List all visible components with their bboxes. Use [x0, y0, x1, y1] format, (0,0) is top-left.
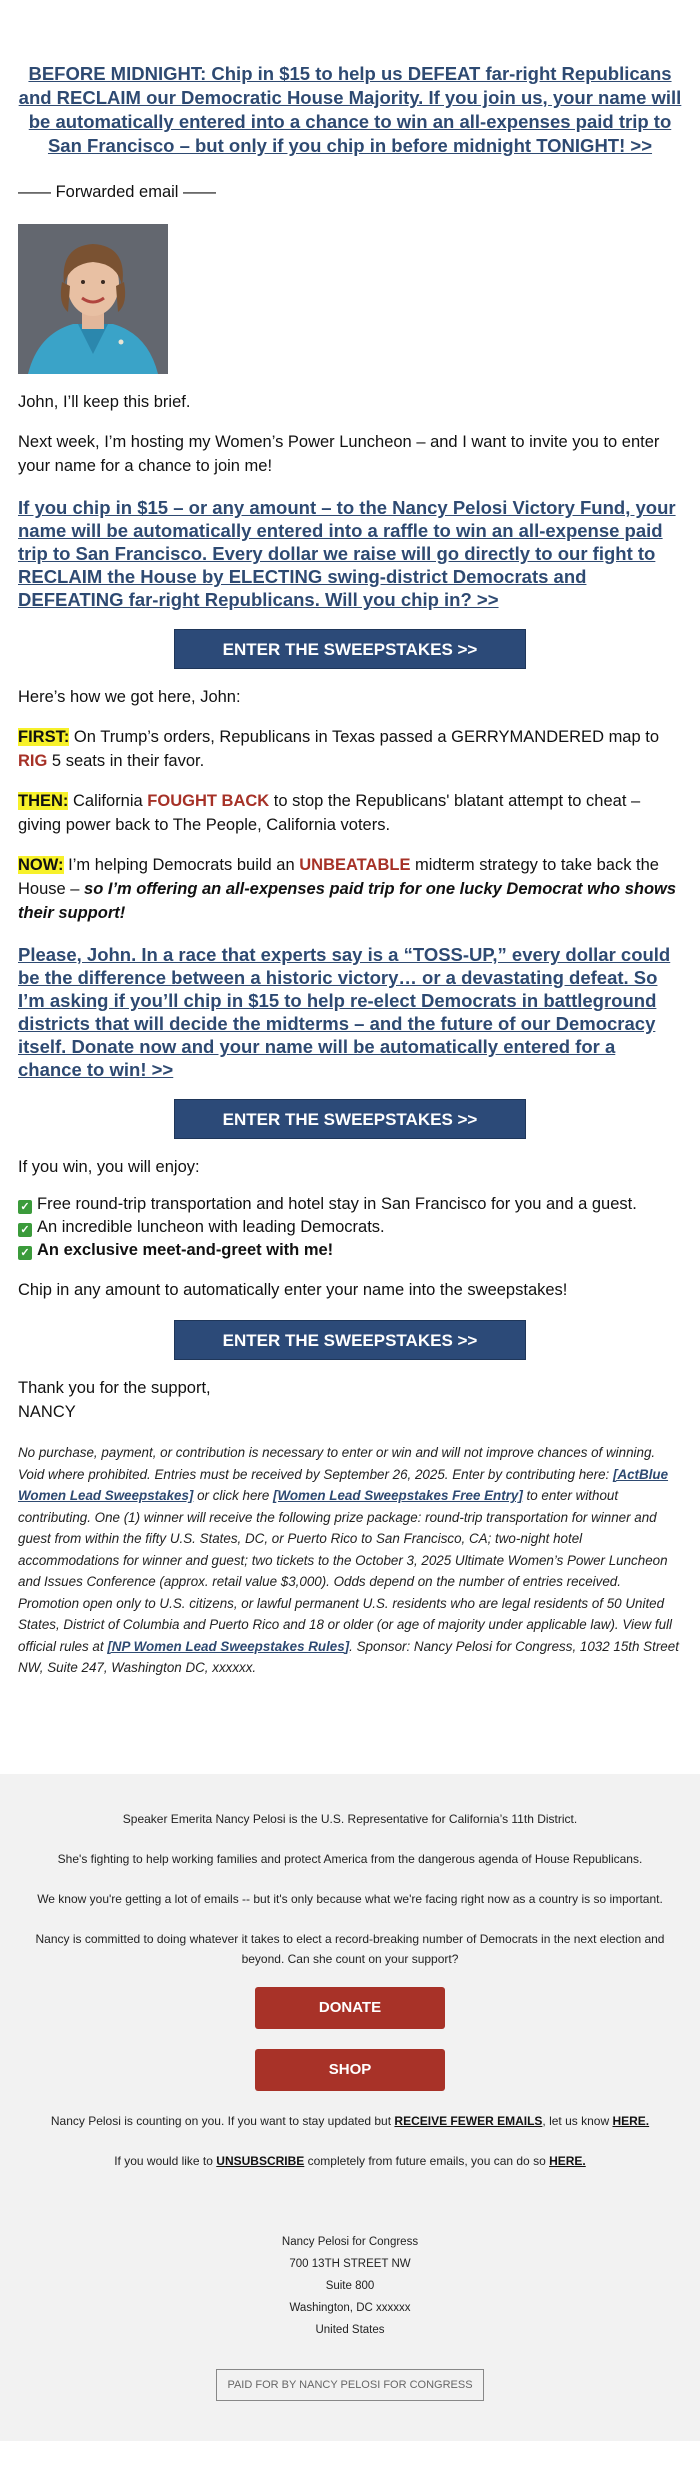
then-text-end: to stop the Republicans' blatant attempt to cheat – giving power back to The People, California voters. [18, 792, 641, 834]
chip-any-text: Chip in any amount to automatically enter your name into the sweepstakes! [18, 1281, 568, 1299]
first-text: On Trump’s orders, Republicans in Texas passed a GERRYMANDERED map to [69, 728, 660, 746]
mailing-address [20, 2231, 680, 2341]
disclaimer-text: to enter without contributing. One (1) winner will receive the following prize package: round-trip transportation for winner and guest from within the fifty U.S. States, DC, or Puerto Rico to San Francisco, CA; two-night hotel accommodations for winner and guest; two tickets to the October 3, 2025 Ultimate Women’s Power Luncheon and Issues Conference (approx. retail value $3,000). Odds depend on the number of entries received. Promotion open only to U.S. citizens, or lawful permanent U.S. residents who are legal residents of 50 United States, District of Columbia and Puerto Rico and 18 or older (or age of majority under applicable law). View full official rules at [18, 1488, 672, 1654]
shop-button[interactable]: SHOP [255, 2049, 445, 2091]
then-text: California [68, 792, 148, 810]
paid-for-box: PAID FOR BY NANCY PELOSI FOR CONGRESS [216, 2369, 483, 2401]
portrait-image [18, 224, 168, 374]
cta-container-2 [18, 1099, 682, 1139]
enter-sweepstakes-button-3[interactable]: ENTER THE SWEEPSTAKES >> [174, 1320, 526, 1360]
win-intro-text: If you win, you will enjoy: [18, 1158, 200, 1176]
then-tag: THEN: [18, 792, 69, 810]
pitch-link[interactable]: If you chip in $15 – or any amount – to the Nancy Pelosi Victory Fund, your name will be automatically entered into a raffle to win an all-expense paid trip to San Francisco. Every dollar we raise will go directly to our fight to RECLAIM the House by ELECTING swing-district Democrats and DEFEATING far-right Republicans. Will you chip in? >> [18, 497, 676, 610]
unsubscribe-here-link[interactable]: HERE. [549, 2153, 586, 2168]
unsubscribe-link[interactable]: UNSUBSCRIBE [216, 2153, 305, 2168]
address-line: Nancy Pelosi for Congress [281, 2235, 419, 2248]
sign-off [18, 1376, 682, 1424]
fewer-text: Nancy Pelosi is counting on you. If you want to stay updated but [50, 2113, 395, 2128]
address-line: United States [315, 2323, 385, 2336]
checkmark-icon: ✓ [18, 1223, 32, 1237]
actblue-sweepstakes-link[interactable]: [ActBlue Women Lead Sweepstakes] [18, 1466, 669, 1503]
checkmark-icon: ✓ [18, 1200, 32, 1214]
enter-sweepstakes-button-1[interactable]: ENTER THE SWEEPSTAKES >> [174, 629, 526, 669]
now-text: I’m helping Democrats build an [63, 856, 300, 874]
benefit-item [18, 1193, 682, 1216]
rules-link[interactable]: [NP Women Lead Sweepstakes Rules] [107, 1638, 350, 1654]
footer-line-2: She's fighting to help working families and protect America from the dangerous agenda of House Republicans. [57, 1851, 643, 1866]
now-text-mid: midterm strategy to take back the House – [18, 856, 659, 898]
footer-line-3: We know you're getting a lot of emails -- but it's only because what we're facing right now as a country is so important. [37, 1891, 663, 1906]
please-link[interactable]: Please, John. In a race that experts say is a “TOSS-UP,” every dollar could be the difference between a historic victory… or a devastating defeat. So I’m asking if you’ll chip in $15 to help re-elect Democrats in battleground districts that will decide the midterms – and the future of our Democracy itself. Donate now and your name will be automatically entered for a chance to win! >> [18, 944, 671, 1080]
fewer-text-mid: , let us know [542, 2113, 613, 2128]
forwarded-divider: —— Forwarded email —— [18, 183, 217, 201]
donate-button[interactable]: DONATE [255, 1987, 445, 2029]
fewer-here-link[interactable]: HERE. [612, 2113, 650, 2128]
cta-container-3 [18, 1320, 682, 1360]
benefit-item [18, 1216, 682, 1239]
greeting-text: John, I’ll keep this brief. [18, 393, 191, 411]
disclaimer-text: No purchase, payment, or contribution is necessary to enter or win and will not improve chances of winning. Void where prohibited. Entries must be received by September 26, 2025. Enter by contributing here: [18, 1445, 656, 1482]
cta-container-1 [18, 629, 682, 669]
email-footer [0, 1774, 700, 2441]
benefit-text: Free round-trip transportation and hotel stay in San Francisco for you and a guest. [37, 1195, 637, 1213]
first-tag: FIRST: [18, 728, 70, 746]
then-paragraph [18, 789, 682, 837]
now-paragraph [18, 853, 682, 925]
benefits-list [18, 1193, 682, 1262]
now-tag: NOW: [18, 856, 64, 874]
thanks-text: Thank you for the support, [18, 1379, 211, 1397]
now-bold-italic: so I’m offering an all-expenses paid trip for one lucky Democrat who shows their support! [18, 880, 677, 922]
unsub-text-mid: completely from future emails, you can do so [304, 2153, 550, 2168]
now-red: UNBEATABLE [299, 856, 411, 874]
benefit-text: An exclusive meet-and-greet with me! [37, 1241, 334, 1259]
unsubscribe-line [20, 2151, 680, 2171]
footer-line-1: Speaker Emerita Nancy Pelosi is the U.S. Representative for California’s 11th District. [122, 1811, 578, 1826]
enter-sweepstakes-button-2[interactable]: ENTER THE SWEEPSTAKES >> [174, 1099, 526, 1139]
disclaimer-text: . Sponsor: Nancy Pelosi for Congress, 1032 15th Street NW, Suite 247, Washington DC, xxxxxx. [18, 1638, 679, 1675]
receive-fewer-emails-link[interactable]: RECEIVE FEWER EMAILS [394, 2113, 543, 2128]
unsub-text: If you would like to [114, 2153, 217, 2168]
address-line: 700 13TH STREET NW [289, 2257, 411, 2270]
headline-link[interactable]: BEFORE MIDNIGHT: Chip in $15 to help us DEFEAT far-right Republicans and RECLAIM our Democratic House Majority. If you join us, your name will be automatically entered into a chance to win an all-expenses paid trip to San Francisco – but only if you chip in before midnight TONIGHT! >> [18, 63, 682, 156]
then-red: FOUGHT BACK [147, 792, 270, 810]
pelosi-photo [18, 224, 168, 374]
disclaimer [18, 1442, 682, 1679]
benefit-item [18, 1239, 682, 1262]
fewer-emails-line [20, 2111, 680, 2131]
first-text-end: 5 seats in their favor. [47, 752, 205, 770]
checkmark-icon: ✓ [18, 1246, 32, 1260]
free-entry-link[interactable]: [Women Lead Sweepstakes Free Entry] [273, 1488, 523, 1503]
first-red: RIG [18, 752, 48, 770]
disclaimer-text: or click here [193, 1488, 274, 1503]
footer-line-4: Nancy is committed to doing whatever it takes to elect a record-breaking number of Democrats in the next election and beyond. Can she count on your support? [35, 1931, 665, 1966]
address-line: Suite 800 [325, 2279, 375, 2292]
address-line: Washington, DC xxxxxx [289, 2301, 411, 2314]
signature: NANCY [18, 1403, 76, 1421]
intro-text: Next week, I’m hosting my Women’s Power Luncheon – and I want to invite you to enter your name for a chance to join me! [18, 433, 660, 475]
how-here-text: Here’s how we got here, John: [18, 688, 241, 706]
first-paragraph [18, 725, 682, 773]
benefit-text: An incredible luncheon with leading Democrats. [37, 1218, 385, 1236]
